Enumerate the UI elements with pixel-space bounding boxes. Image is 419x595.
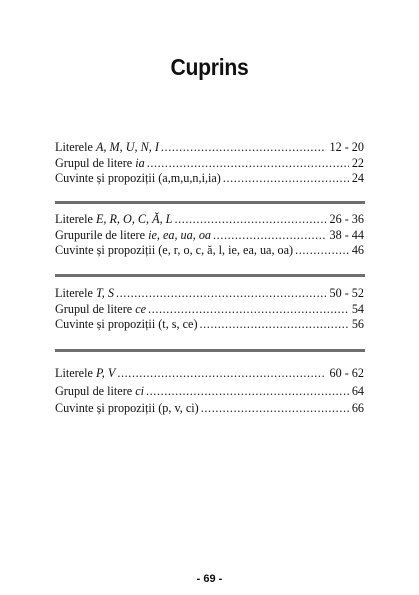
toc-entry-pages: 50 - 52 [329,286,364,300]
toc-entry-label: Cuvinte și propoziții (p, v, ci) [55,401,199,416]
toc-entry-pages: 56 [351,317,364,332]
toc-leader-dots [161,140,327,156]
toc-section-1 [55,140,364,187]
toc-entry[interactable] [55,140,364,156]
toc-entry-label: Literele T, S [55,286,114,300]
toc-entry-pages: 26 - 36 [329,212,364,226]
toc-entry[interactable] [55,317,364,333]
toc-entry-label: Grupurile de litere ie, ea, ua, oa [55,227,212,242]
toc-leader-dots [200,317,349,333]
toc-leader-dots [146,384,349,400]
toc-entry[interactable] [55,212,364,228]
toc-leader-dots [116,286,326,302]
toc-leader-dots [148,302,349,318]
toc-leader-dots [147,156,349,172]
toc-entry[interactable] [55,171,364,187]
toc-leader-dots [201,401,349,417]
toc-entry[interactable] [55,384,364,400]
page-number: - 69 - [196,573,223,585]
toc-entry-label: Cuvinte și propoziții (t, s, ce) [55,317,198,332]
toc-entry-pages: 24 [351,171,364,186]
toc-entry[interactable] [55,286,364,302]
toc-leader-dots [213,228,326,244]
toc-entry-label: Grupul de litere ia [55,155,145,170]
toc-entry[interactable] [55,302,364,318]
toc-entry[interactable] [55,156,364,172]
toc-section-4 [55,366,364,417]
toc-entry-label: Grupul de litere ce [55,301,147,316]
toc-leader-dots [174,212,326,228]
toc-entry-label: Grupul de litere ci [55,383,145,398]
toc-entry-pages: 60 - 62 [329,366,364,380]
toc-entry-label: Literele A, M, U, N, I [55,140,159,154]
toc-entry-pages: 66 [351,401,364,416]
section-divider [55,201,365,204]
toc-leader-dots [117,366,326,382]
toc-entry[interactable] [55,228,364,244]
toc-entry-label: Literele P, V [55,366,116,380]
toc-entry-label: Cuvinte și propoziții (a,m,u,n,i,ia) [55,171,221,186]
toc-entry-pages: 12 - 20 [329,140,364,154]
toc-entry-pages: 46 [351,243,364,258]
toc-section-3 [55,286,364,333]
toc-entry-pages: 38 - 44 [329,227,364,242]
toc-entry-pages: 22 [351,155,364,170]
toc-entry-label: Literele E, R, O, C, Ă, L [55,212,173,226]
toc-leader-dots [223,171,349,187]
page-title: Cuprins [170,54,249,80]
toc-entry[interactable] [55,243,364,259]
section-divider [55,349,365,352]
toc-entry[interactable] [55,366,364,382]
toc-section-2 [55,212,364,259]
toc-entry[interactable] [55,401,364,417]
section-divider [55,274,365,277]
toc-entry-pages: 64 [351,383,364,398]
toc-entry-label: Cuvinte și propoziții (e, r, o, c, ă, l, ie, ea, ua, oa) [55,243,294,258]
toc-leader-dots [295,243,349,259]
toc-entry-pages: 54 [351,301,364,316]
